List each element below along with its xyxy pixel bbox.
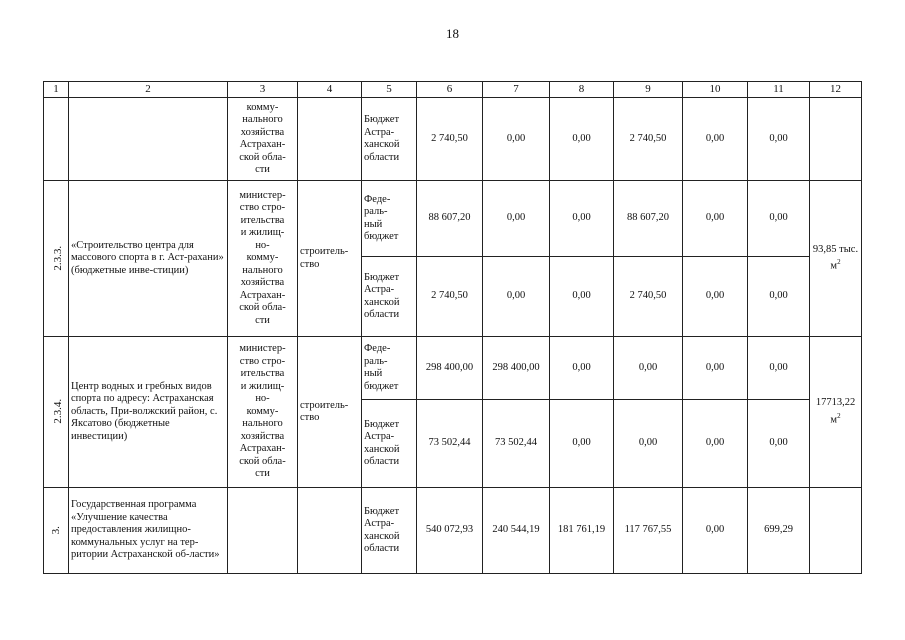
row-number-cell [44, 337, 69, 488]
header-cell: 12 [810, 82, 862, 98]
result-cell [810, 98, 862, 181]
value-cell: 0,00 [483, 257, 550, 337]
value-cell: 181 761,19 [550, 488, 614, 574]
executor-line: ство стро- [239, 355, 286, 367]
source-line: области [364, 309, 400, 320]
header-cell: 9 [614, 82, 683, 98]
page-number: 18 [446, 26, 459, 41]
work-type-line: строитель- [300, 399, 349, 411]
source-line: ханской [364, 530, 400, 542]
source-line: области [364, 456, 400, 467]
work-type-cell [298, 181, 362, 337]
row-number-cell [44, 181, 69, 337]
source-line: Бюджет [364, 418, 400, 430]
header-cell: 5 [362, 82, 417, 98]
value-cell: 88 607,20 [417, 181, 483, 257]
executor-line: хозяйства [240, 277, 285, 289]
table-row-2-3-3-federal [44, 181, 862, 257]
result-value: 93,85 тыс. [812, 243, 859, 255]
value-cell: 88 607,20 [614, 181, 683, 257]
header-cell: 2 [69, 82, 228, 98]
value-cell: 0,00 [483, 181, 550, 257]
value-cell: 0,00 [683, 337, 748, 400]
source-line: ный [364, 218, 383, 230]
executor-cell [228, 337, 298, 488]
activity-name-cell [69, 98, 228, 181]
funding-source-cell [362, 98, 417, 181]
row-number-cell [44, 488, 69, 574]
executor-line: хозяйства [240, 126, 285, 138]
source-line: Бюджет [364, 271, 400, 283]
executor-line: но- [255, 239, 270, 251]
funding-source-cell [362, 181, 417, 257]
value-cell: 0,00 [550, 337, 614, 400]
executor-line: ской обла- [239, 302, 286, 314]
executor-line: и жилищ- [240, 227, 285, 239]
value-cell: 0,00 [483, 98, 550, 181]
executor-line: нального [242, 418, 283, 430]
value-cell: 0,00 [748, 400, 810, 488]
executor-line: ской обла- [239, 455, 286, 467]
work-type-cell [298, 98, 362, 181]
executor-line: хозяйства [240, 430, 285, 442]
source-line: области [364, 151, 400, 163]
work-type-cell [298, 337, 362, 488]
row-number-cell [44, 98, 69, 181]
value-cell: 0,00 [550, 400, 614, 488]
source-line: ный [364, 368, 383, 379]
table-row-3 [44, 488, 862, 574]
funding-source-cell [362, 337, 417, 400]
value-cell: 0,00 [748, 181, 810, 257]
table-row-2-3-4-federal [44, 337, 862, 400]
source-line: раль- [364, 355, 388, 367]
value-cell: 240 544,19 [483, 488, 550, 574]
value-cell: 298 400,00 [483, 337, 550, 400]
executor-line: Астрахан- [239, 443, 286, 455]
row-number: 2.3.3. [52, 245, 65, 271]
executor-cell [228, 488, 298, 574]
source-line: бюджет [364, 380, 399, 392]
activity-name-cell: Государственная программа «Улучшение качества предоставления жилищно-коммунальных услуг на тер-ритории Астраханской об-ласти» [69, 488, 228, 574]
value-cell: 0,00 [748, 337, 810, 400]
source-line: ханской [364, 296, 400, 308]
source-line: Астра- [364, 126, 395, 138]
value-cell: 699,29 [748, 488, 810, 574]
source-line: ханской [364, 443, 400, 455]
source-line: Бюджет [364, 114, 400, 125]
value-cell: 0,00 [748, 98, 810, 181]
source-line: Астра- [364, 518, 395, 529]
executor-line: но- [255, 393, 270, 405]
executor-line: министер- [239, 189, 286, 201]
funding-source-cell [362, 400, 417, 488]
executor-cell [228, 98, 298, 181]
value-cell: 0,00 [683, 257, 748, 337]
executor-line: нального [242, 264, 283, 276]
result-unit-power: 2 [837, 411, 841, 420]
value-cell: 0,00 [550, 98, 614, 181]
work-type-line: ство [300, 412, 320, 423]
value-cell: 0,00 [683, 488, 748, 574]
source-line: области [364, 543, 400, 554]
value-cell: 2 740,50 [417, 257, 483, 337]
work-type-line: строитель- [300, 246, 349, 257]
value-cell: 0,00 [748, 257, 810, 337]
value-cell: 2 740,50 [417, 98, 483, 181]
result-cell [810, 488, 862, 574]
source-line: раль- [364, 206, 388, 217]
executor-cell [228, 181, 298, 337]
executor-line: нального [242, 114, 283, 125]
executor-line: министер- [239, 343, 286, 355]
header-cell: 1 [44, 82, 69, 98]
header-cell: 4 [298, 82, 362, 98]
header-cell: 6 [417, 82, 483, 98]
source-line: Астра- [364, 431, 395, 442]
executor-line: комму- [246, 101, 279, 113]
header-cell: 11 [748, 82, 810, 98]
executor-line: и жилищ- [240, 380, 285, 392]
executor-line: Астрахан- [239, 289, 286, 301]
value-cell: 0,00 [550, 181, 614, 257]
row-number: 3. [49, 525, 62, 535]
source-line: ханской [364, 139, 400, 150]
value-cell: 2 740,50 [614, 98, 683, 181]
budget-table [43, 81, 862, 574]
value-cell: 2 740,50 [614, 257, 683, 337]
executor-line: сти [255, 164, 270, 175]
row-number: 2.3.4. [52, 399, 65, 424]
executor-line: ительства [240, 214, 285, 226]
result-unit-power: 2 [837, 258, 841, 267]
result-cell [810, 181, 862, 337]
work-type-line: ство [300, 258, 320, 270]
value-cell: 0,00 [550, 257, 614, 337]
header-cell: 8 [550, 82, 614, 98]
value-cell: 0,00 [683, 98, 748, 181]
executor-line: комму- [246, 252, 279, 264]
value-cell: 298 400,00 [417, 337, 483, 400]
executor-line: ство стро- [239, 202, 286, 214]
source-line: Феде- [364, 343, 391, 354]
value-cell: 0,00 [614, 337, 683, 400]
header-cell: 7 [483, 82, 550, 98]
result-cell [810, 337, 862, 488]
result-unit: м [830, 260, 838, 272]
header-cell: 3 [228, 82, 298, 98]
executor-line: сти [255, 314, 270, 326]
value-cell: 73 502,44 [483, 400, 550, 488]
executor-line: ской обла- [239, 151, 286, 163]
header-row [44, 82, 862, 98]
executor-line: ительства [240, 368, 285, 380]
header-cell: 10 [683, 82, 748, 98]
value-cell: 73 502,44 [417, 400, 483, 488]
result-unit: м [830, 414, 838, 426]
source-line: Астра- [364, 284, 395, 295]
executor-line: комму- [246, 405, 279, 417]
value-cell: 0,00 [683, 400, 748, 488]
source-line: бюджет [364, 231, 399, 242]
activity-name-cell: «Строительство центра для массового спорта в г. Аст-рахани» (бюджетные инве-стиции) [69, 181, 228, 337]
table-row-continuation [44, 98, 862, 181]
value-cell: 0,00 [614, 400, 683, 488]
funding-source-cell [362, 488, 417, 574]
value-cell: 0,00 [683, 181, 748, 257]
source-line: Бюджет [364, 505, 400, 517]
value-cell: 117 767,55 [614, 488, 683, 574]
source-line: Феде- [364, 193, 391, 205]
result-value: 17713,22 [815, 397, 856, 409]
executor-line: сти [255, 468, 270, 480]
executor-line: Астрахан- [239, 139, 286, 150]
work-type-cell [298, 488, 362, 574]
value-cell: 540 072,93 [417, 488, 483, 574]
activity-name-cell: Центр водных и гребных видов спорта по адресу: Астраханская область, При-волжский район, с. Яксатово (бюджетные инвестиции) [69, 337, 228, 488]
funding-source-cell [362, 257, 417, 337]
